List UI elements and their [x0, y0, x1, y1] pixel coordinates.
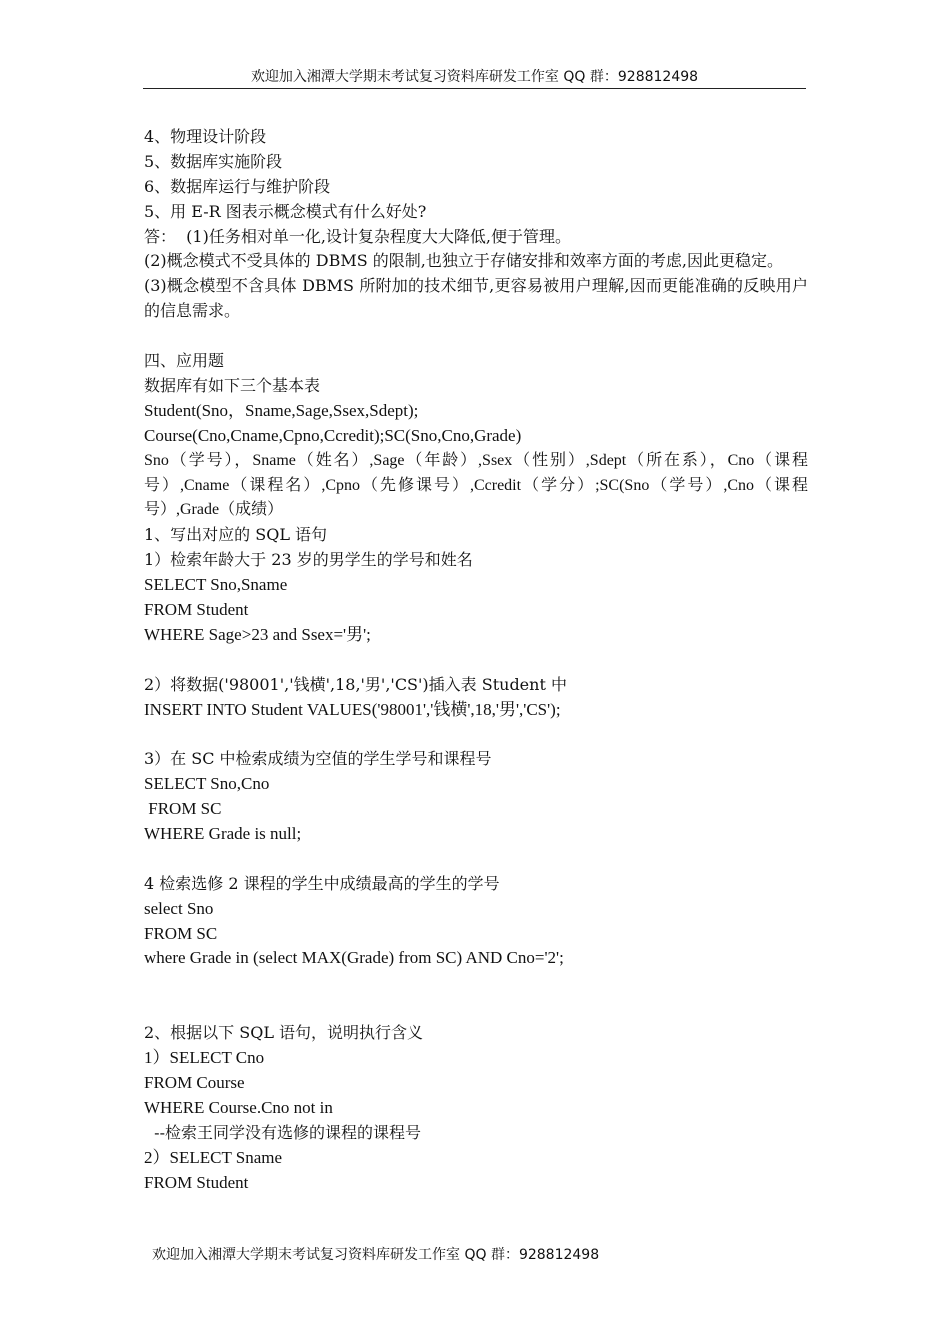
question-heading: 5、用 E-R 图表示概念模式有什么好处? [144, 201, 427, 221]
sql-line: FROM Course [144, 1072, 245, 1092]
sql-line: WHERE Grade is null; [144, 824, 302, 844]
question-item: 3）在 SC 中检索成绩为空值的学生学号和课程号 [144, 749, 492, 769]
question-heading: 2、根据以下 SQL 语句，说明执行含义 [144, 1023, 424, 1043]
section-heading: 四、应用题 [144, 351, 225, 371]
page-footer: 欢迎加入湘潭大学期末考试复习资料库研发工作室 QQ 群：928812498 [152, 1247, 600, 1263]
sql-line: SELECT Sno,Cno [144, 774, 270, 794]
sql-line: WHERE Course.Cno not in [144, 1097, 333, 1117]
answer-paragraph: (2)概念模式不受具体的 DBMS 的限制,也独立于存储安排和效率方面的考虑,因此更稳定。 [144, 251, 783, 271]
blank-line [144, 324, 808, 349]
answer-line: 答： (1)任务相对单一化,设计复杂程度大大降低,便于管理。 [144, 226, 572, 246]
sql-line: where Grade in (select MAX(Grade) from SC) AND Cno='2'; [144, 948, 564, 968]
sql-line: FROM SC [144, 923, 218, 943]
sql-line: select Sno [144, 898, 214, 918]
sql-line: FROM SC [144, 799, 222, 819]
sql-line: INSERT INTO Student VALUES('98001','钱横',18,'男','CS'); [144, 699, 561, 719]
blank-line [144, 996, 808, 1021]
question-heading: 1、写出对应的 SQL 语句 [144, 525, 328, 545]
sql-line: 2）SELECT Sname [144, 1147, 283, 1167]
sql-comment-line: --检索王同学没有选修的课程的课程号 [144, 1122, 421, 1142]
blank-line [144, 847, 808, 872]
schema-description: Sno（学号），Sname（姓名）,Sage（年龄）,Ssex（性别）,Sdept（所在系），Cno（课程号）,Cname（课程名）,Cpno（先修课号）,Ccredit（学分）;SC(Sno（学号）,Cno（课程号）,Grade（成绩） [144, 451, 808, 519]
blank-line [144, 971, 808, 996]
text-line: 4、物理设计阶段 [144, 127, 267, 146]
text-line: 5、数据库实施阶段 [144, 151, 283, 171]
sql-line: WHERE Sage>23 and Ssex='男'; [144, 624, 371, 644]
question-item: 2）将数据('98001','钱横',18,'男','CS')插入表 Student 中 [144, 674, 567, 694]
sql-line: 1）SELECT Cno [144, 1048, 265, 1068]
page-header: 欢迎加入湘潭大学期末考试复习资料库研发工作室 QQ 群：928812498 [143, 66, 806, 89]
blank-line [144, 722, 808, 747]
answer-paragraph: (3)概念模型不含具体 DBMS 所附加的技术细节,更容易被用户理解,因而更能准确的反映用户的信息需求。 [144, 276, 808, 321]
blank-line [144, 648, 808, 673]
sql-line: SELECT Sno,Sname [144, 575, 288, 595]
sql-line: FROM Student [144, 1172, 249, 1192]
text-line: 6、数据库运行与维护阶段 [144, 176, 331, 196]
document-body [144, 125, 808, 1195]
schema-line: Course(Cno,Cname,Cpno,Ccredit);SC(Sno,Cno,Grade) [144, 425, 522, 445]
text-line: 数据库有如下三个基本表 [144, 375, 321, 395]
sql-line: FROM Student [144, 600, 249, 620]
schema-line: Student(Sno，Sname,Sage,Ssex,Sdept); [144, 400, 419, 420]
question-item: 1）检索年龄大于 23 岁的男学生的学号和姓名 [144, 550, 473, 570]
question-item: 4 检索选修 2 课程的学生中成绩最高的学生的学号 [144, 873, 500, 893]
